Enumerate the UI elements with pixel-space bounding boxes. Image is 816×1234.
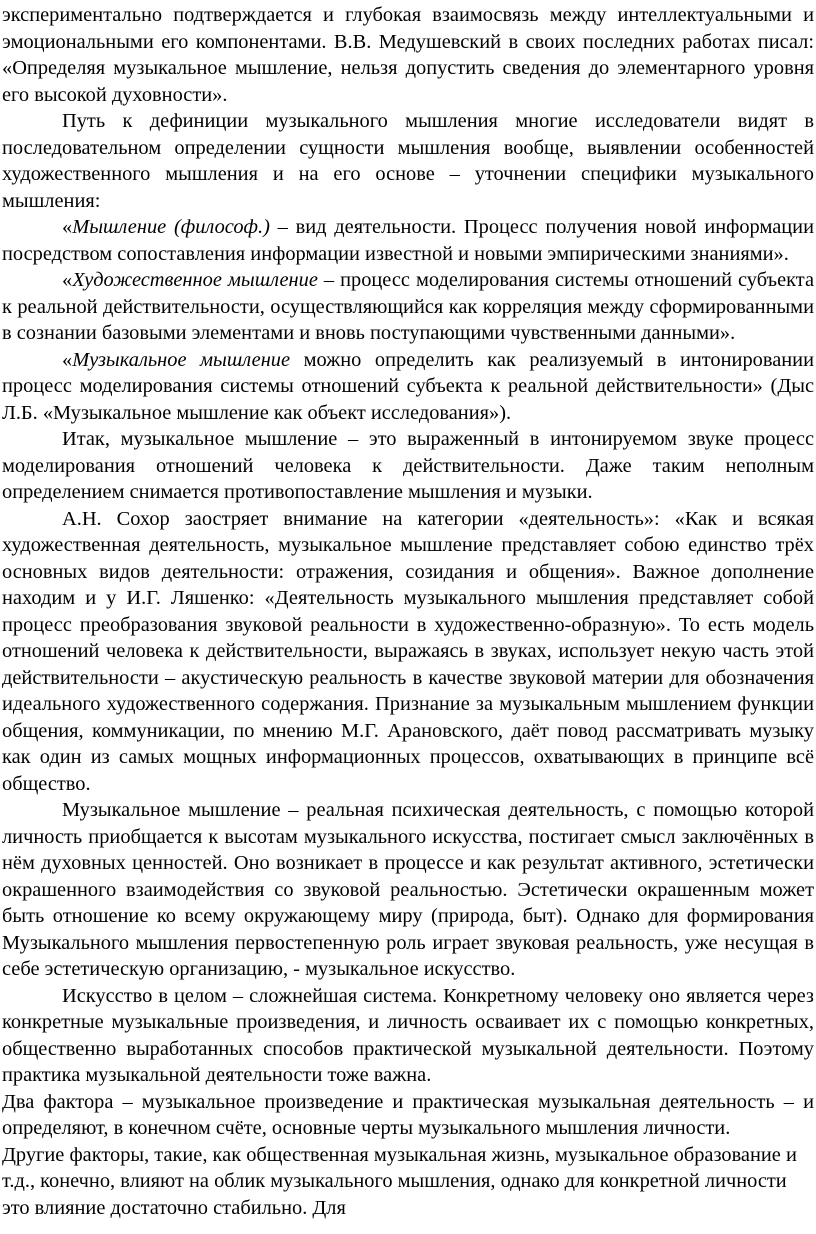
quote-open: « — [62, 269, 73, 291]
paragraph-5 — [2, 347, 814, 427]
paragraph-4 — [2, 267, 814, 347]
paragraph-2: Путь к дефиниции музыкального мышления многие исследователи видят в последовательном определении сущности мышления вообще, выявлении особенностей художественного мышления и на его основе – уточнении специфики музыкального мышления: — [2, 110, 814, 212]
quote-open: « — [62, 216, 73, 238]
paragraph-7: А.Н. Сохор заостряет внимание на категории «деятельность»: «Как и всякая художественная деятельность, музыкальное мышление представляет собою единство трёх основных видов деятельности: отражения, созидания и общения». Важное дополнение находим и у И.Г. Ляшенко: «Деятельность музыкального мышления представляет собой процесс преобразования звуковой реальности в художественно-образную». То есть модель отношений человека к действительности, выражаясь в звуках, использует некую часть этой действительности – акустическую реальность в качестве звуковой материи для обозначения идеального художественного содержания. Признание за музыкальным мышлением функции общения, коммуникации, по мнению М.Г. Арановского, даёт повод рассматривать музыку как один из самых мощных информационных процессов, охватывающих в принципе всё общество. — [2, 507, 814, 795]
quote-open: « — [62, 348, 73, 371]
term-italic: Мышление (философ.) — [72, 216, 270, 238]
definition-text: – вид деятельности. Процесс получения новой информации посредством сопоставления информации известной и новыми эмпирическими знаниями». — [2, 216, 814, 265]
paragraph-10: Два фактора – музыкальное произведение и практическая музыкальная деятельность – и определяют, в конечном счёте, основные черты музыкального мышления личности. — [2, 1090, 814, 1139]
term-italic: Музыкальное мышление — [72, 348, 291, 371]
paragraph-1: экспериментально подтверждается и глубокая взаимосвязь между интеллектуальными и эмоциональными его компонентами. В.В. Медушевский в своих последних работах писал: «Определяя музыкальное мышление, нельзя допустить сведения до элементарного уровня его высокой духовности». — [2, 4, 814, 106]
paragraph-11: Другие факторы, такие, как общественная музыкальная жизнь, музыкальное образование и т.д., конечно, влияют на облик музыкального мышления, однако для конкретной личности это влияние достаточно стабильно. Для — [2, 1143, 797, 1219]
paragraph-3 — [2, 214, 814, 267]
definition-text: – процесс моделирования системы отношений субъекта к реальной действительности, осуществляющийся как корреляция между сформированными в сознании базовыми элементами и вновь поступающими чувственными данными». — [2, 269, 814, 344]
paragraph-8: Музыкальное мышление – реальная психическая деятельность, с помощью которой личность приобщается к высотам музыкального искусства, постигает смысл заключённых в нём духовных ценностей. Оно возникает в процессе и как результат активного, эстетически окрашенного взаимодействия со звуковой реальностью. Эстетически окрашенным может быть отношение ко всему окружающему миру (природа, быт). Однако для формирования Музыкального мышления первостепенную роль играет звуковая реальность, уже несущая в себе эстетическую организацию, - музыкальное искусство. — [2, 799, 814, 980]
term-italic: Художественное мышление — [72, 269, 318, 291]
definition-text: можно определить как реализуемый в интонировании процесс моделирования системы отношений субъекта к реальной действительности» (Дыс Л.Б. «Музыкальное мышление как объект исследования»). — [2, 348, 814, 424]
paragraph-6: Итак, музыкальное мышление – это выраженный в интонируемом звуке процесс моделирования отношений человека к действительности. Даже таким неполным определением снимается противопоставление мышления и музыки. — [2, 428, 814, 503]
paragraph-9: Искусство в целом – сложнейшая система. Конкретному человеку оно является через конкретные музыкальные произведения, и личность осваивает их с помощью конкретных, общественно выработанных способов практической музыкальной деятельности. Поэтому практика музыкальной деятельности тоже важна. — [2, 984, 814, 1086]
